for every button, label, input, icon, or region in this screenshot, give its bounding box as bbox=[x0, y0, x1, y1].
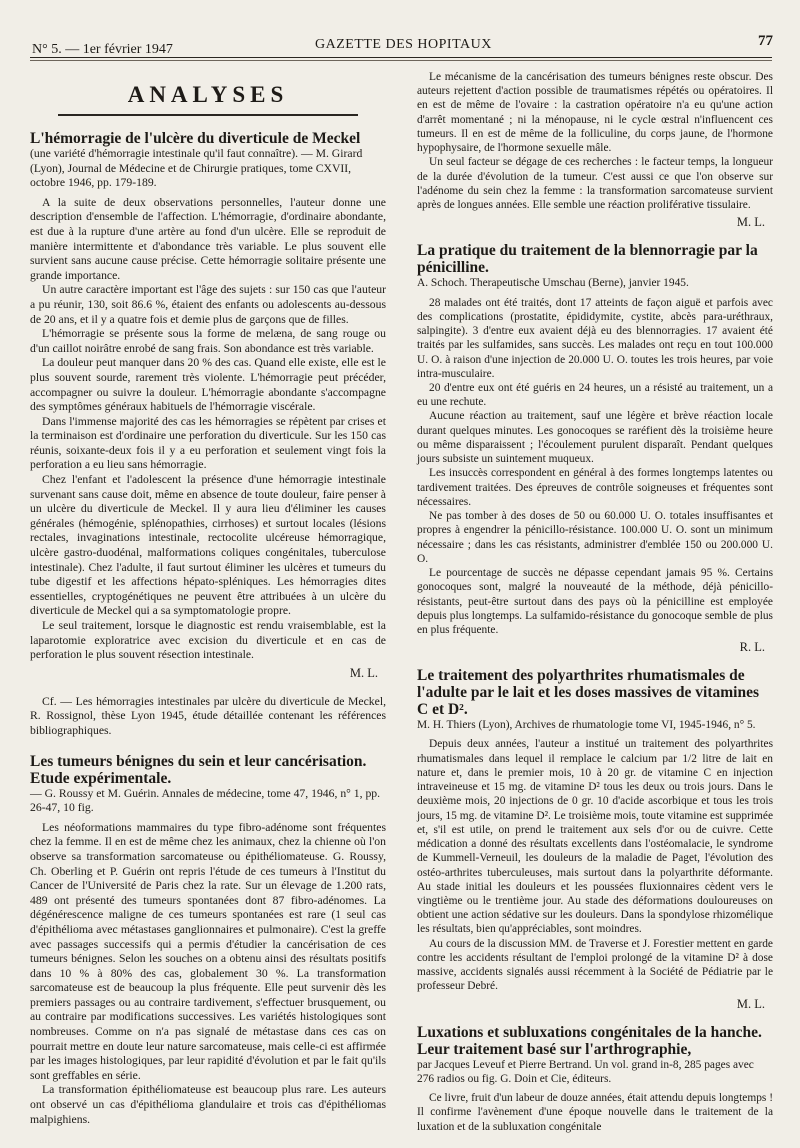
paragraph: 28 malades ont été traités, dont 17 atteints de façon aiguë et parfois avec des complications (prostatite, épididymite, cystite, abcès para-uréthraux, salpingite). 3 d'entre eux avaient déjà eu des blennorragies. 17 avaient été traités par les sulfamides, sans succès. Les malades ont reçu en tout 100.000 U. O. à raison d'une injection de 20.000 U. O. toutes les trois heures, par voie intra-musculaire. bbox=[417, 296, 773, 380]
paragraph: A la suite de deux observations personnelles, l'auteur donne une description d'ensemble de l'affection. L'hémorragie, d'ordinaire abondante, est due à la rupture d'une artère au fond d'un ulcère. Elle se reproduit de manière intermittente et d'abondance très variable. Le plus souvent elle survient sans aucune cause précise. Cette hémorragie solitaire présente une grande importance. bbox=[30, 195, 386, 282]
author-initials: M. L. bbox=[736, 996, 765, 1011]
paragraph: 20 d'entre eux ont été guéris en 24 heures, un a résisté au traitement, un a eu une rechute. bbox=[417, 381, 773, 409]
paragraph: Au cours de la discussion MM. de Traverse et J. Forestier mettent en garde contre les accidents résultant de l'emploi prolongé de la vitamine D² à dose massive, accidents signalés aussi récemment à la Société de Pédiatrie par le professeur Debré. bbox=[417, 937, 773, 993]
paragraph: Chez l'enfant et l'adolescent la présence d'une hémorragie intestinale survenant sans cause doit, même en absence de toute douleur, faire penser à un ulcère du diverticule de Meckel. Il y aura lieu d'éliminer les causes générales (hémogénie, splénopathies, cirrhoses) et surtout locales (lésions rectales, invaginations intestinale, rectocolite ulcéreuse hémorragique, ulcère gastro-duodénal, malformations coliques congénitales, tuberculose intestinale). Chez l'adulte, il faut surtout éliminer les ulcères et tumeurs du tube digestif et les affections hépato-spléniques. Les hémorragies dites essentielles, cryptogénétiques ne peuvent être attribuées à un ulcère du diverticule de Meckel qui a sa symptomatologie propre. bbox=[30, 473, 386, 618]
journal-title: GAZETTE DES HOPITAUX bbox=[315, 37, 492, 52]
right-column bbox=[417, 70, 773, 1134]
article-reference: (une variété d'hémorragie intestinale qu'il faut connaître). — M. Girard (Lyon), Journal de Médecine et de Chirurgie pratiques, tome CXVII, octobre 1946, pp. 179-189. bbox=[30, 147, 363, 190]
paragraph: Aucune réaction au traitement, sauf une légère et brève réaction locale durant quelques minutes. Les gonocoques se raréfient dès la troisième heure ou même disparaissent ; l'écoulement purulent disparaît. Pendant quelques jours subsiste un suintement muqueux. bbox=[417, 410, 773, 466]
section-title: ANALYSES bbox=[127, 82, 289, 107]
author-initials: M. L. bbox=[736, 215, 765, 230]
article-reference: par Jacques Leveuf et Pierre Bertrand. Un vol. grand in-8, 285 pages avec 276 radios ou fig. G. Doin et Cie, éditeurs. bbox=[417, 1058, 754, 1085]
article-polyarthrites bbox=[417, 667, 773, 1011]
paragraph: Le pourcentage de succès ne dépasse cependant jamais 95 %. Certains gonocoques sont, malgré la nouveauté de la méthode, déjà pénicillo-résistants, peut-être surtout dans des pays où la pénicilline est employée depuis plus longtemps. La sulfamido-résistance du gonocoque semble de plus en plus fréquente. bbox=[417, 567, 773, 636]
author-initials: R. L. bbox=[739, 640, 765, 655]
article-blennorragie bbox=[417, 242, 773, 655]
paragraph: Dans l'immense majorité des cas les hémorragies se répètent par crises et la terminaison est d'ordinaire une perforation du diverticule. Sur les 150 cas réunis, soixante-deux fois il y a eu perforation et seulement vingt fois la perforation a eu lieu sans hémorragie. bbox=[30, 414, 386, 472]
paragraph: Les néoformations mammaires du type fibro-adénome sont fréquentes chez la femme. Il en est de même chez les animaux, chez la chienne où l'on observe sa transformation sarcomateuse ou épithéliomateuse. G. Roussy, Ch. Oberling et P. Guérin ont repris l'étude de ces tumeurs à l'Institut du Cancer de l'Université de Paris chez la rate. Sur un élevage de 1.200 rats, 489 ont présenté des tumeurs spontanées dont 87 fibro-adénomes. La dégénérescence maligne de ces tumeurs spontanées est rare (1 seul cas d'épithélioma avec métastases ganglionnaires et pulmonaire). C'est la greffe avec passages successifs qui a permis d'étudier la cancérisation de ces tumeurs bénignes. Selon les souches on a obtenu ainsi des résultats positifs dans 10 % à 80% des cas, globalement 30 %. La transformation sarcomateuse est de beaucoup la plus fréquente. Elle peut survenir dès les premiers passages ou au contraire tardivement, s'effectuer brusquement, ou au contraire par modifications successives. Les variétés histologiques sont nombreuses. Comme on n'a pas signalé de métastase dans ces cas on pourrait mettre en doute leur nature sarcomateuse, mais celle-ci est affirmée par les images histologiques, par leur rapidité d'évolution et par le fait qu'ils sont greffables en série. bbox=[30, 820, 386, 1082]
cross-reference: Cf. — Les hémorragies intestinales par ulcère du diverticule de Meckel, R. Rossignol, thèse Lyon 1945, étude détaillée contenant les références bibliographiques. bbox=[30, 694, 386, 737]
section-title-rule bbox=[58, 114, 358, 116]
article-reference: — G. Roussy et M. Guérin. Annales de médecine, tome 47, 1946, n° 1, pp. 26-47, 10 fig. bbox=[30, 786, 381, 815]
article-reference: A. Schoch. Therapeutische Umschau (Berne), janvier 1945. bbox=[417, 277, 689, 290]
article-reference: M. H. Thiers (Lyon), Archives de rhumatologie tome VI, 1945-1946, n° 5. bbox=[417, 719, 756, 732]
paragraph: Depuis deux années, l'auteur a institué un traitement des polyarthrites rhumatismales dans lequel il remplace le calcium par 1/2 litre de lait en nature et, dans le premier mois, 10 à 20 gr. de vitamine C en injection intraveineuse et 15 mg. de vitamine D² tous les deux ou trois jours. Dans le deuxième mois, 20 injections de 0 gr. 10 d'acide ascorbique et tous les trois jours, 15 mg. de vitamine D². Le troisième mois, toute vitamine est supprimée et, s'il est utile, on prend le traitement aux sels d'or ou de cuivre. Cette médication a donné des résultats excellents dans l'ostéomalacie, le syndrome de Kummell-Verneuil, les douleurs de la maladie de Paget, l'évolution des ostéo-arthrites tuberculeuses, mais surtout dans la polyarthrite déformante. Au stade initial les douleurs et les poussées fluxionnaires cèdent vers le vingtième ou le trentième jour. Au stade des déformations douloureuses on obtient une action sédative sur les douleurs. Dans la spondylose rhizomélique les résultats, bien qu'appréciables, sont moindres. bbox=[417, 738, 773, 936]
article-continuation bbox=[417, 70, 773, 230]
article-title: Le traitement des polyarthrites rhumatismales de l'adulte par le lait et les doses massives de vitamines C et D². bbox=[417, 667, 759, 719]
article-title: Les tumeurs bénignes du sein et leur cancérisation. Etude expérimentale. bbox=[30, 752, 367, 787]
article-tumeurs-sein bbox=[30, 753, 386, 1128]
left-column bbox=[30, 70, 386, 1127]
article-title: Luxations et subluxations congénitales de la hanche. Leur traitement basé sur l'arthrographie, bbox=[417, 1023, 762, 1058]
paragraph: Le mécanisme de la cancérisation des tumeurs bénignes reste obscur. Des auteurs rejettent d'action possible de traumatismes répétés ou opératoires. Il en est de même de l'ovaire : la castration opératoire n'a eu qu'une action d'arrêt momentané ; ni la ménopause, ni le cycle œstral n'influencent ces tumeurs. Il en est de même de la folliculine, du corps jaune, de l'hormone hypophysaire, de l'hormone sexuelle mâle. bbox=[417, 71, 773, 155]
header-rule bbox=[30, 57, 772, 58]
header-rule-secondary bbox=[30, 60, 772, 61]
article-title: L'hémorragie de l'ulcère du diverticule de Meckel bbox=[30, 130, 361, 147]
paragraph: Le seul traitement, lorsque le diagnostic est rendu vraisemblable, est la laparotomie exploratrice avec excision du diverticule et en cas de perforation le plus souvent résection intestinale. bbox=[30, 619, 386, 662]
paragraph: La transformation épithéliomateuse est beaucoup plus rare. Les auteurs ont observé un cas d'épithélioma glandulaire et trois cas d'épithéliomas malpighiens. bbox=[30, 1083, 386, 1126]
author-initials: M. L. bbox=[349, 665, 378, 680]
article-meckel bbox=[30, 130, 386, 681]
article-title: La pratique du traitement de la blennorragie par la pénicilline. bbox=[417, 242, 758, 277]
page-number: 77 bbox=[758, 33, 773, 49]
paragraph: Ce livre, fruit d'un labeur de douze années, était attendu depuis longtemps ! Il confirme l'avènement d'une époque nouvelle dans le traitement de la luxation et de la subluxation congénitale bbox=[417, 1092, 773, 1133]
paragraph: Un autre caractère important est l'âge des sujets : sur 150 cas que l'auteur a pu réunir, 130, soit 86.6 %, étaient des enfants ou adolescents au-dessous de 20 ans, et il y a quatre fois et demie plus de garçons que de filles. bbox=[30, 283, 386, 326]
paragraph: Ne pas tomber à des doses de 50 ou 60.000 U. O. totales insuffisantes et propres à engendrer la pénicillo-résistance. 100.000 U. O. sont un minimum nécessaire ; dans les cas résistants, administrer d'emblée 150 ou 200.000 U. O. bbox=[417, 510, 773, 565]
paragraph: L'hémorragie se présente sous la forme de melæna, de sang rouge ou d'un caillot noirâtre enrobé de sang frais. Son abondance est très variable. bbox=[30, 327, 386, 355]
paragraph: Un seul facteur se dégage de ces recherches : le facteur temps, la longueur de la durée d'évolution de la tumeur. C'est aussi ce que l'on observe sur l'adénome du sein chez la femme : la transformation sarcomateuse survient après de longues années. Elle semble une réaction proliférative tissulaire. bbox=[417, 156, 773, 212]
paragraph: La douleur peut manquer dans 20 % des cas. Quand elle existe, elle est le plus souvent sourde, rarement très violente. L'hémorragie peut précéder, accompagner ou suivre la douleur. L'hémorragie abondante s'accompagne des symptômes généraux habituels de l'hémorragie viscérale. bbox=[30, 356, 386, 414]
issue-date: N° 5. — 1er février 1947 bbox=[32, 42, 173, 57]
article-luxations bbox=[417, 1024, 773, 1134]
paragraph: Les insuccès correspondent en général à des formes longtemps latentes ou tardivement traitées. Des épreuves de contrôle soigneuses et fréquentes sont nécessaires. bbox=[417, 467, 773, 508]
